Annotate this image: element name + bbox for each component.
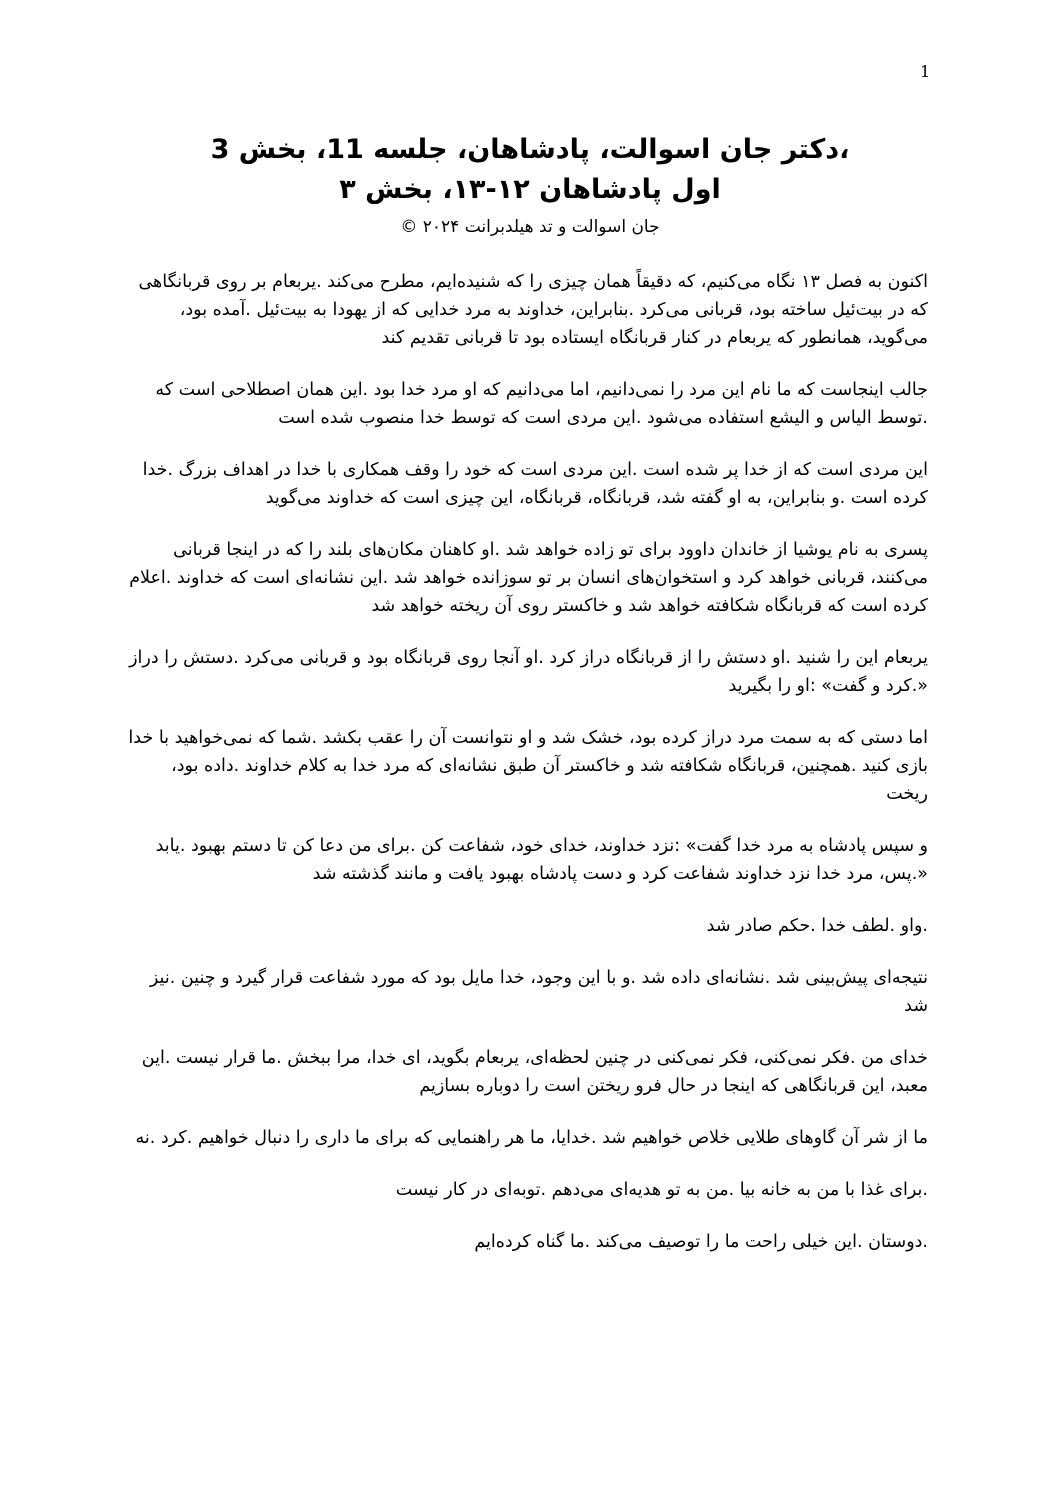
- paragraph: جالب اینجاست که ما نام این مرد را نمی‌دانیم، اما می‌دانیم که او مرد خدا بود .این همان اصطلاحی است که .توسط الیاس و الیشع استفاده می‌شود .این مردی است که توسط خدا منصوب شده است: [155, 380, 928, 428]
- document-subtitle: اول پادشاهان ۱۲-۱۳، بخش ۳: [339, 174, 721, 205]
- document-body: [128, 268, 928, 1280]
- paragraph: اما دستی که به سمت مرد دراز کرده بود، خشک شد و او نتوانست آن را عقب بکشد .شما که نمی‌خواهید با خدا بازی کنید .همچنین، قربانگاه شکافته شد و خاکستر آن طبق نشانه‌ای که مرد خدا به کلام خداوند .داده بود، ریخت: [128, 728, 928, 804]
- paragraph: و سپس پادشاه به مرد خدا گفت» :نزد خداوند، خدای خود، شفاعت کن .برای من دعا کن تا دستم بهبود .یابد «.پس، مرد خدا نزد خداوند شفاعت کرد و دست پادشاه بهبود یافت و مانند گذشته شد: [155, 836, 928, 884]
- document-title: ،دکتر جان اسوالت، پادشاهان، جلسه 11، بخش 3: [210, 134, 850, 165]
- paragraph: خدای من .فکر نمی‌کنی، فکر نمی‌کنی در چنین لحظه‌ای، یربعام بگوید، ای خدا، مرا ببخش .ما قرار نیست .این معبد، این قربانگاهی که اینجا در حال فرو ریختن است را دوباره بسازیم: [141, 1048, 928, 1096]
- paragraph: نتیجه‌ای پیش‌بینی شد .نشانه‌ای داده شد .و با این وجود، خدا مایل بود که مورد شفاعت قرار گیرد و چنین .نیز شد: [149, 968, 928, 1016]
- paragraph: اکنون به فصل ۱۳ نگاه می‌کنیم، که دقیقاً همان چیزی را که شنیده‌ایم، مطرح می‌کند .یربعام بر روی قربانگاهی که در بیت‌ئیل ساخته بود، قربانی می‌کرد .بنابراین، خداوند به مرد خدایی که از یهودا به بیت‌ئیل .آمده بود، می‌گوید، همانطور که یربعام در کنار قربانگاه ایستاده بود تا قربانی تقدیم کند: [138, 272, 928, 348]
- paragraph: این مردی است که از خدا پر شده است .این مردی است که خود را وقف همکاری با خدا در اهداف بزرگ .خدا کرده است .و بنابراین، به او گفته شد، قربانگاه، قربانگاه، این چیزی است که خداوند می‌گوید: [142, 460, 928, 508]
- paragraph: ما از شر آن گاوهای طلایی خلاص خواهیم شد .خدایا، ما هر راهنمایی که برای ما داری را دنبال خواهیم .کرد .نه: [135, 1128, 928, 1148]
- paragraph: یربعام این را شنید .او دستش را از قربانگاه دراز کرد .او آنجا روی قربانگاه بود و قربانی می‌کرد .دستش را دراز «.کرد و گفت» :او را بگیرید: [129, 648, 928, 696]
- page-number: 1: [920, 62, 931, 81]
- paragraph: .واو .لطف خدا .حکم صادر شد: [706, 916, 928, 936]
- paragraph: .برای غذا با من به خانه بیا .من به تو هدیه‌ای می‌دهم .توبه‌ای در کار نیست: [395, 1180, 928, 1200]
- paragraph: پسری به نام یوشیا از خاندان داوود برای تو زاده خواهد شد .او کاهنان مکان‌های بلند را که در اینجا قربانی می‌کنند، قربانی خواهد کرد و استخوان‌های انسان بر تو سوزانده خواهد شد .این نشانه‌ای است که خداوند .اعلام کرده است که قربانگاه شکافته خواهد شد و خاکستر روی آن ریخته خواهد شد: [129, 540, 928, 616]
- paragraph: .دوستان .این خیلی راحت ما را توصیف می‌کند .ما گناه کرده‌ایم: [474, 1232, 928, 1252]
- copyright-line: جان اسوالت و تد هیلدبرانت ۲۰۲۴ ©: [400, 217, 660, 237]
- title-block: [130, 130, 930, 240]
